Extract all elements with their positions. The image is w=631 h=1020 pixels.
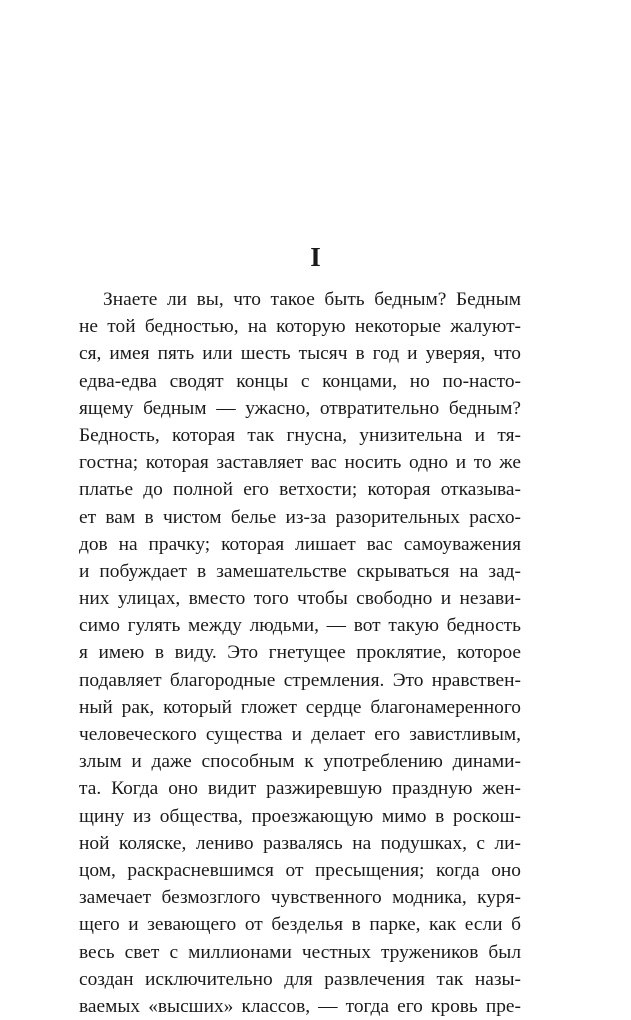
text-line: дов на прачку; которая лишает вас самоуважения [79,533,521,555]
text-line: подавляет благородные стремления. Это нравствен- [79,669,521,691]
text-line: ный рак, который гложет сердце благонамеренного [79,696,521,718]
chapter-heading: I [310,242,321,272]
text-line: щину из общества, проезжающую мимо в роскош- [79,805,521,827]
text-line: Знаете ли вы, что такое быть бедным? Бедным [103,289,521,310]
text-line: ящему бедным — ужасно, отвратительно бедным? [79,397,521,419]
text-line: ет вам в чистом белье из-за разорительных расхо- [79,506,521,528]
text-line: и побуждает в замешательстве скрываться на зад- [79,560,521,582]
text-line: ной коляске, лениво развалясь на подушках, с ли- [79,832,521,854]
text-line: замечает безмозглого чувственного модника, куря- [79,887,521,909]
text-line: них улицах, вместо того чтобы свободно и незави- [79,588,521,610]
text-line: цом, раскрасневшимся от пресыщения; когда оно [79,859,521,881]
text-line: щего и зевающего от безделья в парке, как если б [79,914,521,936]
text-line: та. Когда оно видит разжиревшую праздную жен- [79,778,521,800]
text-line: Бедность, которая так гнусна, унизительна и тя- [79,424,521,446]
text-line: ся, имея пять или шесть тысяч в год и уверяя, что [79,343,521,365]
text-line: ваемых «высших» классов, — тогда его кровь пре- [79,995,521,1017]
text-line: весь свет с миллионами честных тружеников был [79,941,521,963]
paragraph [79,286,521,1020]
text-line: создан исключительно для развлечения так назы- [79,968,521,990]
text-line: едва-едва сводят концы с концами, но по-насто- [79,370,521,392]
text-line: злым и даже способным к употреблению динами- [79,751,521,773]
text-line: симо гулять между людьми, — вот такую бедность [79,615,521,637]
text-line: человеческого существа и делает его завистливым, [79,724,521,745]
text-line: не той бедностью, на которую некоторые жалуют- [79,316,521,338]
text-line: платье до полной его ветхости; которая отказыва- [79,479,521,501]
text-line: гостна; которая заставляет вас носить одно и то же [79,452,521,474]
text-line: я имею в виду. Это гнетущее проклятие, которое [79,642,521,664]
